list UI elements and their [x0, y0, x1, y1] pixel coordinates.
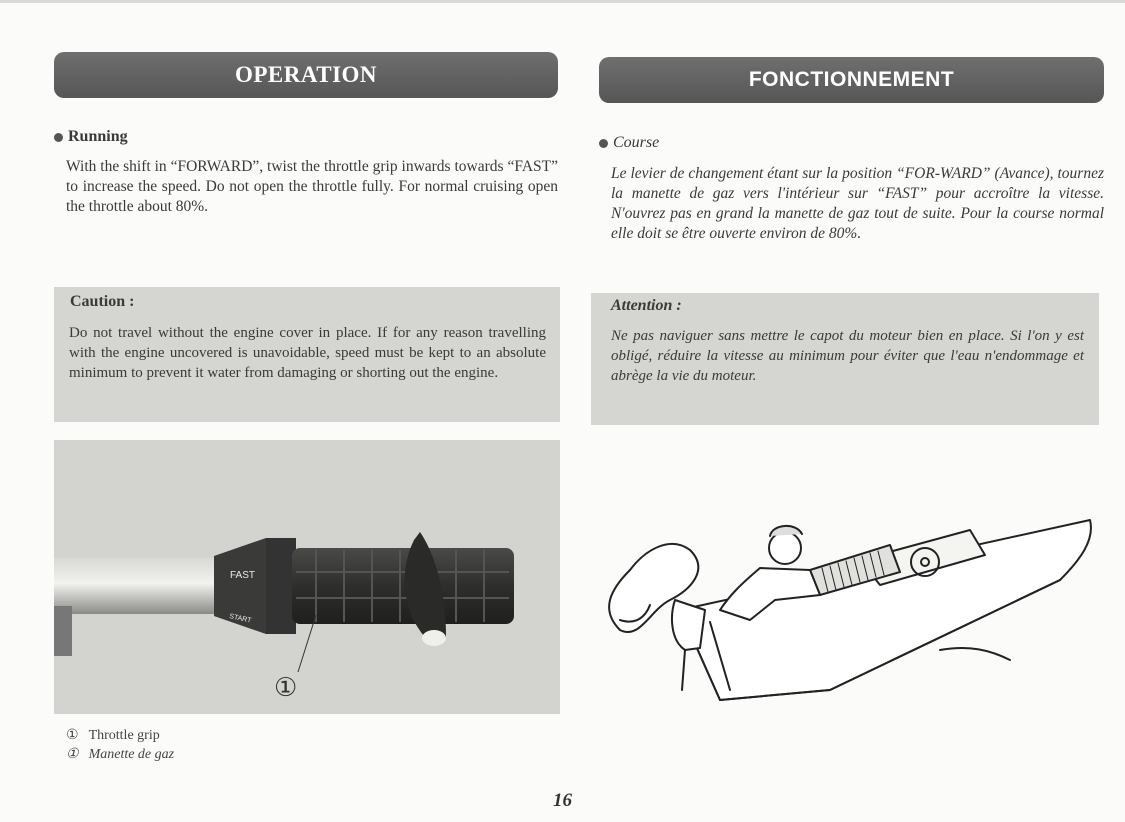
section-title-fonctionnement: FONCTIONNEMENT	[599, 57, 1104, 103]
caution-title: Caution :	[70, 293, 135, 310]
top-rule	[0, 0, 1125, 3]
caption-en-text: Throttle grip	[88, 728, 160, 743]
attention-title: Attention :	[611, 297, 682, 314]
subheading-course	[599, 134, 659, 152]
caption-callout-1-fr: ①	[66, 747, 79, 762]
caution-box	[54, 287, 560, 422]
throttle-grip-photo	[54, 440, 560, 714]
section-title-operation: OPERATION	[54, 52, 558, 98]
grip-label-fast: FAST	[230, 570, 256, 581]
boat-driver-illustration	[590, 500, 1110, 710]
caption-fr-text: Manette de gaz	[88, 747, 175, 762]
subheading-running-text: Running	[68, 128, 128, 145]
caption-en	[66, 727, 160, 744]
bullet-icon	[54, 133, 63, 142]
caption-fr	[66, 746, 174, 763]
subheading-course-text: Course	[613, 134, 660, 151]
caption-callout-1: ①	[66, 728, 79, 743]
attention-box	[591, 293, 1099, 425]
running-paragraph: With the shift in “FORWARD”, twist the throttle grip inwards towards “FAST” to increase the speed. Do not open the throttle fully. For normal cruising open the throttle about 80%.	[66, 158, 558, 215]
grip-label-start: START	[228, 613, 252, 625]
course-paragraph: Le levier de changement étant sur la position “FOR-WARD” (Avance), tournez la manette de gaz vers l'intérieur sur “FAST” pour accroître la vitesse. N'ouvrez pas en grand la manette de gaz tout de suite. Pour la course normal elle doit se être ouverte environ de 80%.	[611, 165, 1104, 242]
photo-callout-1: ①	[274, 673, 298, 703]
bullet-icon	[599, 139, 608, 148]
page-number: 16	[553, 790, 572, 811]
subheading-running	[54, 128, 128, 146]
throttle-grip-drawing	[54, 440, 560, 714]
caution-text: Do not travel without the engine cover in place. If for any reason travelling with the engine uncovered is unavoidable, speed must be kept to an absolute minimum to prevent it water from damaging or shorting out the engine.	[69, 325, 546, 381]
attention-text: Ne pas naviguer sans mettre le capot du moteur bien en place. Si l'on y est obligé, réduire la vitesse au minimum pour éviter que l'eau n'endommage et abrège la vie du moteur.	[611, 328, 1084, 384]
